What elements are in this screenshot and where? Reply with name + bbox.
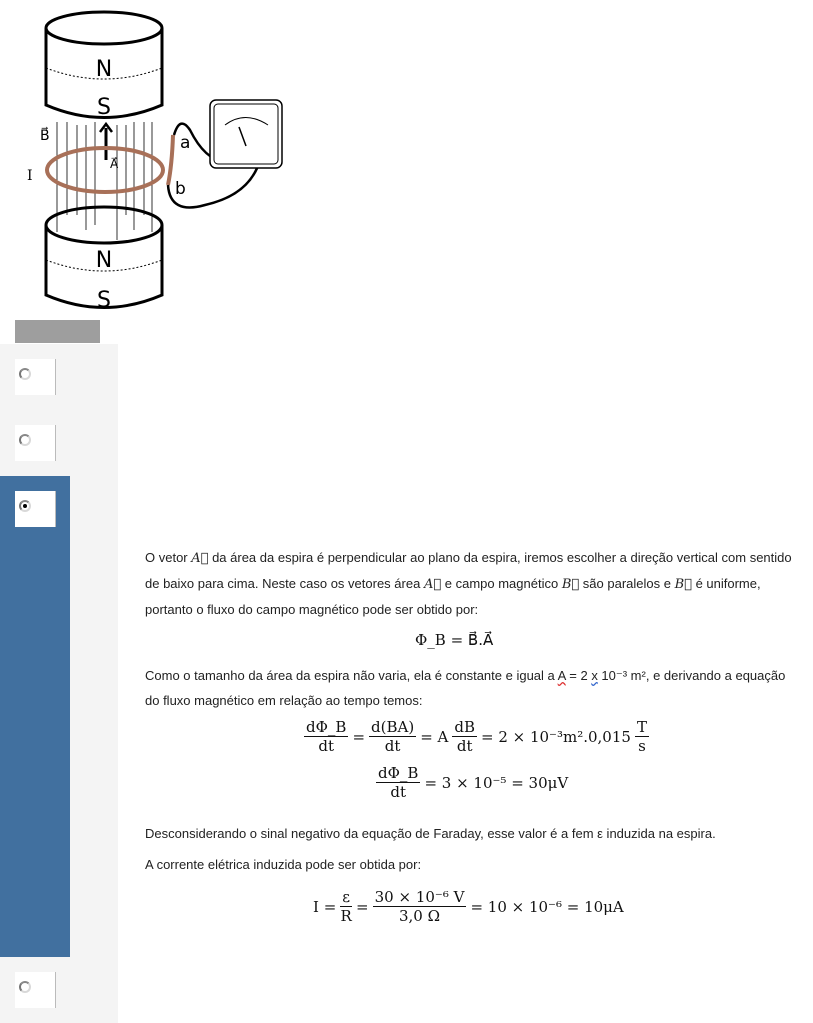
magnet-loop-diagram (0, 0, 300, 320)
radio-button-selected[interactable] (19, 500, 31, 512)
bottom-south-label: S (97, 288, 111, 313)
selected-option-highlight (0, 476, 70, 957)
b-field-label: B⃗ (40, 128, 50, 144)
solution-paragraph-4: A corrente elétrica induzida pode ser obtida por: (145, 857, 422, 872)
radio-button[interactable] (19, 434, 31, 446)
area-label: A⃗ (110, 157, 119, 171)
current-label: I (27, 168, 33, 184)
galvanometer (210, 100, 282, 168)
current-equation: I = $\frac{\varepsilon}{R}$ = $\frac{\text{30 × 10⁻⁶ V}}{3,0 \Omega}$ = 10 × 10⁻⁶ = 10μA (313, 888, 624, 925)
top-south-label: S (97, 95, 111, 120)
option-header-bar (15, 320, 100, 343)
solution-paragraph-2: Como o tamanho da área da espira não varia, ela é constante e igual a A = 2 x 10⁻³ m², e derivando a equação do fluxo magnético em relação ao tempo temos: (145, 668, 786, 708)
solution-paragraph-3: Desconsiderando o sinal negativo da equação de Faraday, esse valor é a fem ε induzida na espira. (145, 826, 716, 841)
terminal-b-label: b (175, 179, 186, 199)
emf-result-equation: $\frac{d\Phi\_B}{dt}$ = 3 × 10⁻⁵ = 30μV (378, 764, 569, 801)
terminal-a-label: a (180, 133, 191, 153)
option-3[interactable] (15, 491, 56, 527)
bottom-north-label: N (95, 248, 113, 273)
flux-equation: Φ_B = B⃗.A⃗ (415, 631, 494, 649)
solution-paragraph-1: O vetor A⃗ da área da espira é perpendicular ao plano da espira, iremos escolher a direção vertical com sentido de baixo para cima. Neste caso os vetores área A⃗ e campo magnético B⃗ são paralelos e B⃗ é uniforme, portanto o fluxo do campo magnético pode ser obtido por: (145, 550, 792, 617)
option-2[interactable] (15, 425, 56, 461)
option-4[interactable] (15, 972, 56, 1008)
flux-derivative-equation: $\frac{d\Phi\_B}{dt}$ = $\frac{d(BA)}{dt}$ = A $\frac{dB}{dt}$ = 2 × 10⁻³m².0,015 $\frac{T}{s}$ (306, 718, 647, 755)
radio-button[interactable] (19, 981, 31, 993)
radio-button[interactable] (19, 368, 31, 380)
top-north-label: N (95, 57, 113, 82)
option-1[interactable] (15, 359, 56, 395)
